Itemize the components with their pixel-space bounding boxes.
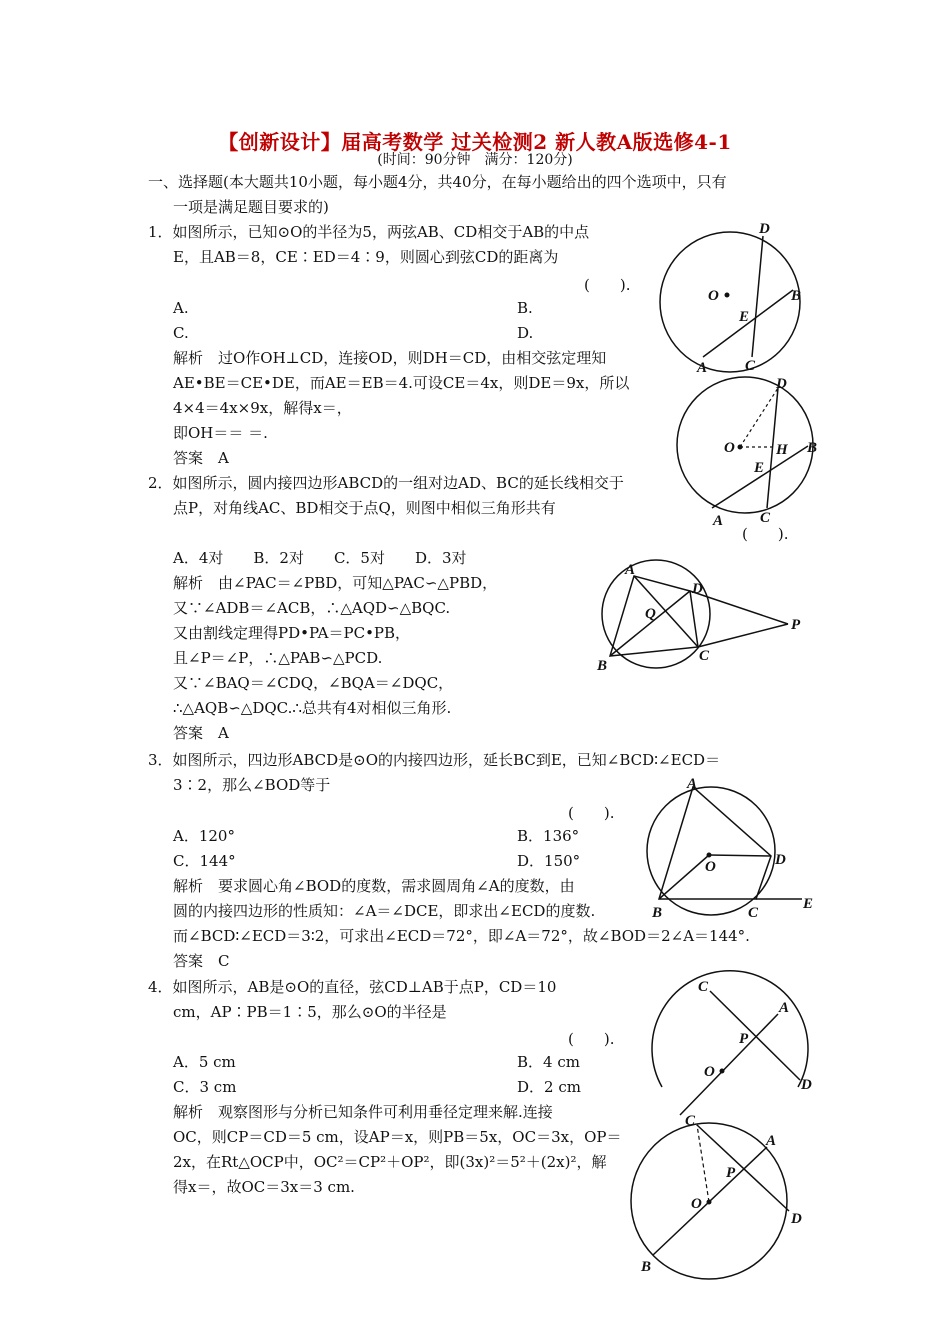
q4-answer-blank: ( ). <box>568 1030 615 1048</box>
label-a: A <box>625 562 636 578</box>
q2-figure <box>592 560 812 675</box>
label-a: A <box>713 513 724 529</box>
q1-stem-line2: E，且AB＝8，CE∶ED＝4∶9，则圆心到弦CD的距离为 <box>173 248 559 266</box>
chord-cd <box>752 236 763 357</box>
radius-ob <box>659 855 709 899</box>
label-o: O <box>724 440 735 456</box>
q1-stem-line1: 1．如图所示，已知⊙O的半径为5，两弦AB、CD相交于AB的中点 <box>148 223 590 241</box>
center-dot <box>738 445 743 450</box>
q3-stem-line1: 3．如图所示，四边形ABCD是⊙O的内接四边形，延长BC到E，已知∠BCD∶∠ECD＝ <box>148 751 721 769</box>
label-b: B <box>652 905 663 921</box>
arc <box>652 971 808 1087</box>
q2-stem-line1: 2．如图所示，圆内接四边形ABCD的一组对边AD、BC的延长线相交于 <box>148 474 624 492</box>
label-b: B <box>597 658 608 674</box>
label-e: E <box>754 460 765 476</box>
center-dot <box>707 853 712 858</box>
q2-solution-line5: 又∵∠BAQ＝∠CDQ，∠BQA＝∠DQC， <box>173 674 454 692</box>
q1-figure <box>655 215 815 375</box>
diagonal-bd <box>610 591 690 656</box>
label-o: O <box>691 1196 702 1212</box>
label-o: O <box>704 1064 715 1080</box>
q1-answer-blank: ( ). <box>584 276 631 294</box>
q4-stem-line1: 4．如图所示，AB是⊙O的直径，弦CD⊥AB于点P，CD＝10 <box>148 978 557 996</box>
center-dot <box>707 1200 712 1205</box>
q1-solution-line1: 解析 过O作OH⊥CD，连接OD，则DH＝CD，由相交弦定理知 <box>173 349 607 367</box>
q3-option-b: B．136° <box>517 827 580 845</box>
label-d: D <box>759 221 770 237</box>
q2-answer: 答案 A <box>173 724 229 742</box>
label-a: A <box>697 360 708 376</box>
segment-od <box>740 388 778 447</box>
line-cp <box>698 624 788 647</box>
circle-o <box>677 377 813 513</box>
q2-options: A．4对 B．2对 C．5对 D．3对 <box>173 549 467 567</box>
label-c: C <box>698 979 709 995</box>
label-d: D <box>776 376 787 392</box>
q2-solution-line2: 又∵∠ADB＝∠ACB，∴△AQD∽△BQC. <box>173 599 451 617</box>
line-dp <box>690 591 788 624</box>
q4-option-c: C．3 cm <box>173 1078 237 1096</box>
q1-option-b: B. <box>517 299 533 317</box>
q3-option-a: A．120° <box>173 827 235 845</box>
q4-solution-figure <box>625 1105 815 1280</box>
label-o: O <box>708 288 719 304</box>
q1-option-c: C. <box>173 324 189 342</box>
q2-stem-line2: 点P，对角线AC、BD相交于点Q，则图中相似三角形共有 <box>173 499 556 517</box>
q1-answer: 答案 A <box>173 449 229 467</box>
page-title: 【创新设计】届高考数学 过关检测2 新人教A版选修4-1 <box>218 130 732 154</box>
q1-solution-line4: 即OH＝＝ ＝. <box>173 424 268 442</box>
label-o: O <box>705 859 716 875</box>
q4-option-b: B．4 cm <box>517 1053 580 1071</box>
q3-solution-line1: 解析 要求圆心角∠BOD的度数，需求圆周角∠A的度数，由 <box>173 877 575 895</box>
label-d: D <box>775 852 786 868</box>
q2-solution-line3: 又由割线定理得PD•PA＝PC•PB， <box>173 624 411 642</box>
q4-option-d: D．2 cm <box>517 1078 581 1096</box>
q3-figure <box>640 770 825 922</box>
label-c: C <box>760 510 771 526</box>
q3-answer: 答案 C <box>173 952 230 970</box>
label-a: A <box>687 776 698 792</box>
q3-solution-line3: 而∠BCD∶∠ECD＝3∶2，可求出∠ECD＝72°，即∠A＝72°，故∠BOD＝2∠A＝144°. <box>173 927 750 945</box>
label-c: C <box>699 648 710 664</box>
q2-solution-line6: ∴△AQB∽△DQC.∴总共有4对相似三角形. <box>173 699 452 717</box>
q4-stem-line2: cm，AP∶PB＝1∶5，那么⊙O的半径是 <box>173 1003 447 1021</box>
page-subtitle: (时间：90分钟 满分：120分) <box>377 152 573 168</box>
label-p: P <box>726 1165 736 1181</box>
q2-answer-blank: ( ). <box>742 525 789 543</box>
q4-option-a: A．5 cm <box>173 1053 236 1071</box>
radius-od <box>709 855 771 856</box>
label-d: D <box>692 581 703 597</box>
label-p: P <box>739 1031 749 1047</box>
label-b: B <box>641 1259 652 1275</box>
label-d: D <box>801 1077 812 1093</box>
q2-solution-line1: 解析 由∠PAC＝∠PBD，可知△PAC∽△PBD， <box>173 574 498 592</box>
diameter-ao <box>680 1014 778 1115</box>
q1-solution-line3: 4×4＝4x×9x，解得x＝， <box>173 399 352 417</box>
label-e: E <box>803 896 814 912</box>
label-q: Q <box>645 606 656 622</box>
q3-answer-blank: ( ). <box>568 804 615 822</box>
q1-option-a: A. <box>173 299 189 317</box>
q3-option-d: D．150° <box>517 852 581 870</box>
circle-o <box>660 232 800 372</box>
label-a: A <box>779 1000 790 1016</box>
label-e: E <box>739 309 750 325</box>
label-a: A <box>766 1133 777 1149</box>
label-d: D <box>791 1211 802 1227</box>
label-p: P <box>791 617 801 633</box>
q4-solution-line1: 解析 观察图形与分析已知条件可利用垂径定理来解.连接 <box>173 1103 553 1121</box>
segment-oc <box>697 1125 709 1202</box>
circle-o <box>647 787 775 915</box>
label-b: B <box>807 440 818 456</box>
diagonal-ac <box>634 576 698 647</box>
q2-solution-line4: 且∠P＝∠P，∴△PAB∽△PCD. <box>173 649 383 667</box>
q1-solution-line2: AE•BE＝CE•DE，而AE＝EB＝4.可设CE＝4x，则DE＝9x，所以 <box>173 374 630 392</box>
label-c: C <box>685 1113 696 1129</box>
center-dot <box>720 1069 725 1074</box>
q4-solution-line4: 得x＝，故OC＝3x＝3 cm. <box>173 1178 355 1196</box>
center-dot <box>725 293 730 298</box>
q3-stem-line2: 3∶2，那么∠BOD等于 <box>173 776 331 794</box>
q4-solution-line2: OC，则CP＝CD＝5 cm，设AP＝x，则PB＝5x，OC＝3x，OP＝ <box>173 1128 622 1146</box>
q4-figure <box>640 975 825 1125</box>
q4-solution-line3: 2x，在Rt△OCP中，OC²＝CP²＋OP²，即(3x)²＝5²＋(2x)²，解 <box>173 1153 607 1171</box>
q1-option-d: D. <box>517 324 534 342</box>
q3-option-c: C．144° <box>173 852 236 870</box>
label-h: H <box>776 442 788 458</box>
section-heading: 一、选择题(本大题共10小题，每小题4分，共40分，在每小题给出的四个选项中，只有 <box>148 173 727 191</box>
label-c: C <box>745 358 756 374</box>
label-c: C <box>748 905 759 921</box>
q3-solution-line2: 圆的内接四边形的性质知：∠A＝∠DCE，即求出∠ECD的度数. <box>173 902 596 920</box>
label-b: B <box>791 288 802 304</box>
section-heading-cont: 一项是满足题目要求的) <box>173 198 329 216</box>
q1-solution-figure <box>670 370 830 530</box>
